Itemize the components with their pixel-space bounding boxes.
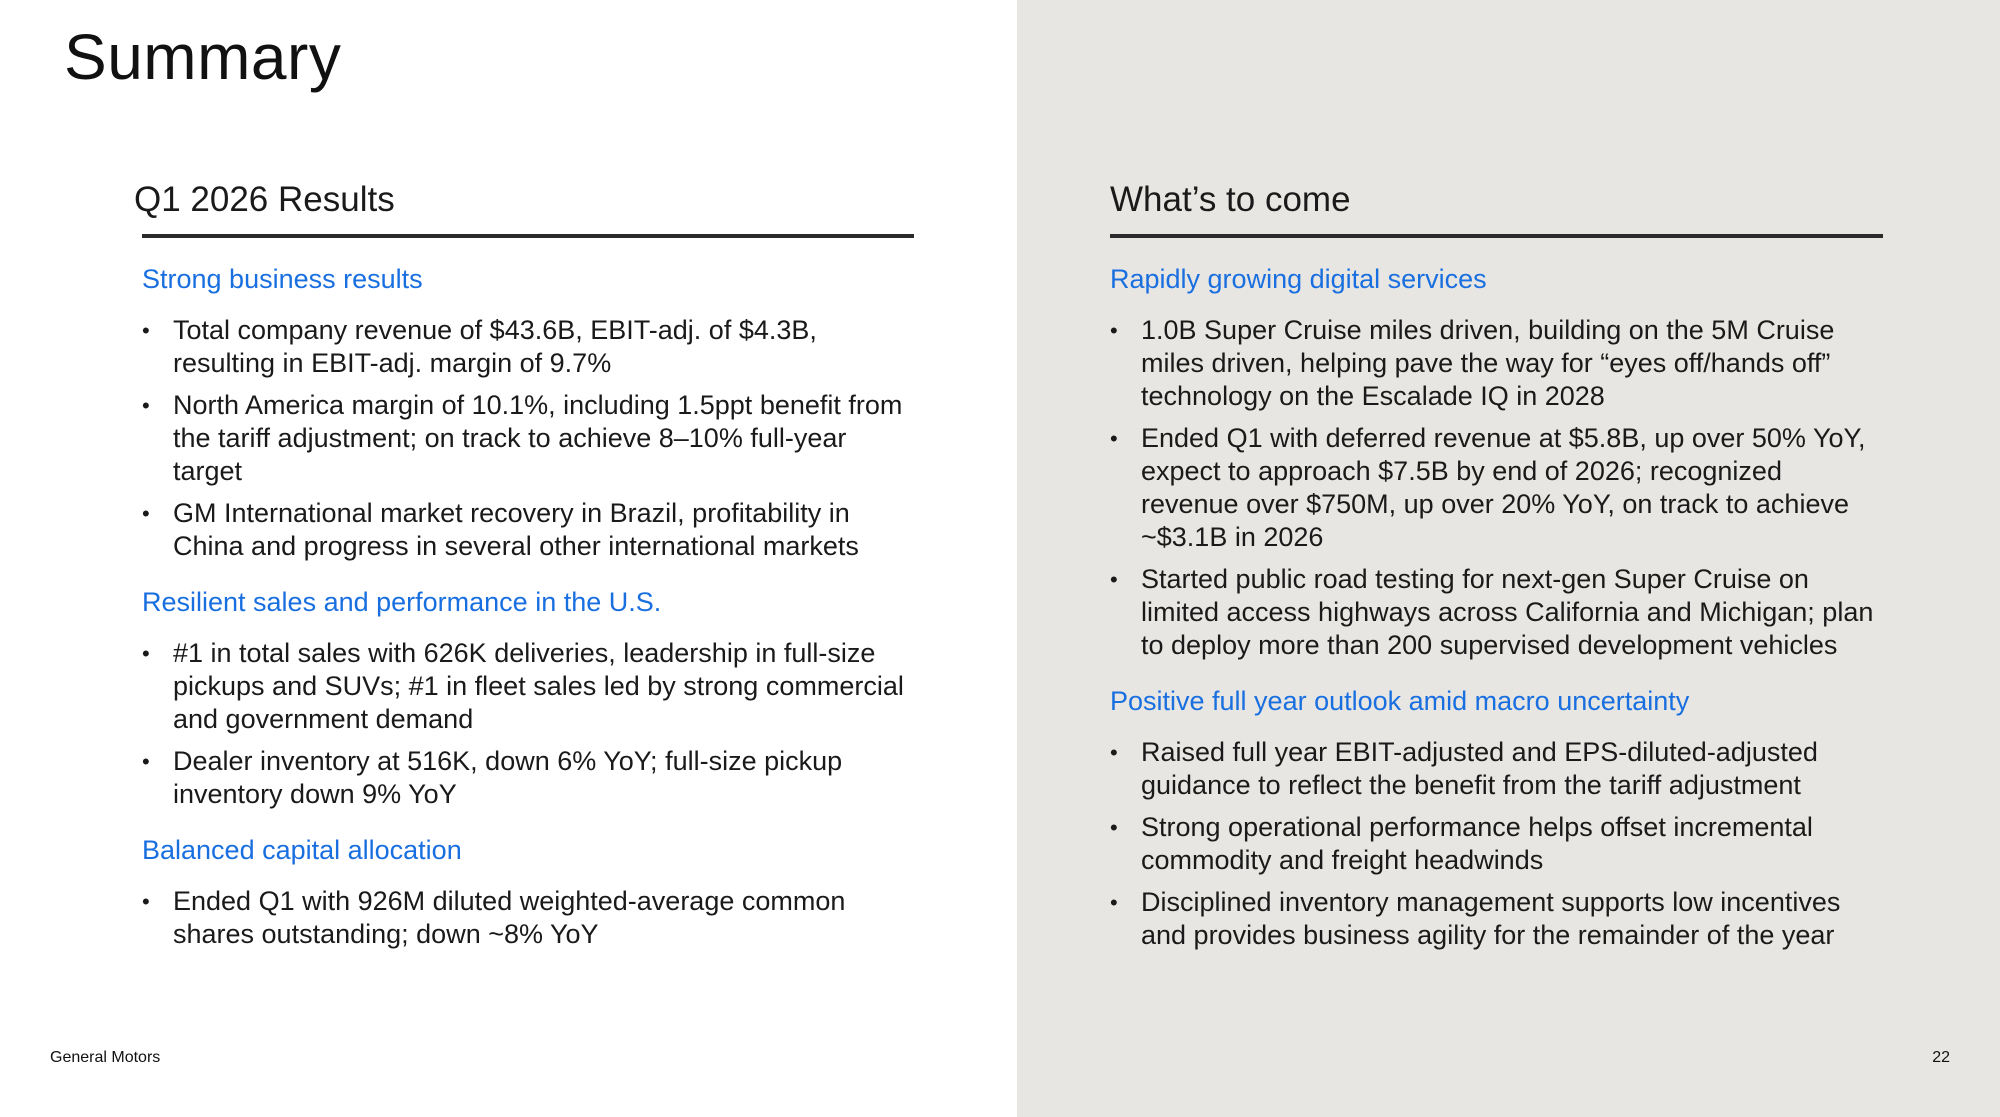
bullet-list [142, 314, 914, 563]
section-resilient-sales [142, 585, 914, 811]
bullet-text: Strong operational performance helps offset incremental commodity and freight headwinds [1141, 812, 1813, 875]
bullet-item [142, 314, 914, 380]
bullet-text: Dealer inventory at 516K, down 6% YoY; full-size pickup inventory down 9% YoY [173, 746, 843, 809]
bullet-list [1110, 314, 1885, 662]
section-strong-business-results [142, 262, 914, 563]
bullet-dot-icon: • [142, 501, 150, 526]
bullet-text: Disciplined inventory management supports low incentives and provides business agility for the remainder of the year [1141, 887, 1841, 950]
bullet-dot-icon: • [1110, 815, 1118, 840]
bullet-list [1110, 736, 1885, 952]
bullet-item [1110, 563, 1885, 662]
footer-page-number: 22 [1932, 1049, 1950, 1066]
bullet-text: Ended Q1 with deferred revenue at $5.8B, up over 50% YoY, expect to approach $7.5B by end of 2026; recognized revenue over $750M, up over 20% YoY, on track to achieve ~$3.1B in 2026 [1141, 423, 1866, 552]
bullet-item [1110, 886, 1885, 952]
section-title: Strong business results [142, 264, 423, 294]
footer-company-name: General Motors [50, 1049, 161, 1066]
bullet-item [1110, 811, 1885, 877]
bullet-item [142, 745, 914, 811]
bullet-text: #1 in total sales with 626K deliveries, leadership in full-size pickups and SUVs; #1 in fleet sales led by strong commercial and government demand [173, 638, 904, 734]
right-column-heading: What’s to come [1110, 180, 1351, 219]
bullet-dot-icon: • [142, 393, 150, 418]
bullet-item [142, 637, 914, 736]
bullet-dot-icon: • [142, 889, 150, 914]
section-title: Resilient sales and performance in the U.S. [142, 587, 662, 617]
right-column [1110, 180, 1885, 961]
bullet-text: Raised full year EBIT-adjusted and EPS-diluted-adjusted guidance to reflect the benefit from the tariff adjustment [1141, 737, 1818, 800]
bullet-list [142, 885, 914, 951]
bullet-list [142, 637, 914, 811]
bullet-item [1110, 314, 1885, 413]
bullet-item [142, 389, 914, 488]
left-column-heading: Q1 2026 Results [134, 180, 395, 219]
bullet-text: Started public road testing for next-gen Super Cruise on limited access highways across California and Michigan; plan to deploy more than 200 supervised development vehicles [1141, 564, 1874, 660]
bullet-dot-icon: • [1110, 318, 1118, 343]
slide-title: Summary [64, 21, 342, 93]
bullet-text: Total company revenue of $43.6B, EBIT-adj. of $4.3B, resulting in EBIT-adj. margin of 9.7% [173, 315, 817, 378]
bullet-text: Ended Q1 with 926M diluted weighted-average common shares outstanding; down ~8% YoY [173, 886, 846, 949]
section-full-year-outlook [1110, 684, 1885, 952]
bullet-item [142, 885, 914, 951]
bullet-dot-icon: • [1110, 890, 1118, 915]
bullet-text: GM International market recovery in Brazil, profitability in China and progress in several other international markets [173, 498, 859, 561]
bullet-item [1110, 736, 1885, 802]
section-title: Positive full year outlook amid macro uncertainty [1110, 686, 1690, 716]
left-column [134, 180, 914, 960]
bullet-text: 1.0B Super Cruise miles driven, building on the 5M Cruise miles driven, helping pave the way for “eyes off/hands off” technology on the Escalade IQ in 2028 [1141, 315, 1835, 411]
bullet-text: North America margin of 10.1%, including 1.5ppt benefit from the tariff adjustment; on track to achieve 8–10% full-year target [173, 390, 903, 486]
bullet-item [1110, 422, 1885, 554]
bullet-dot-icon: • [142, 641, 150, 666]
bullet-dot-icon: • [1110, 567, 1118, 592]
bullet-dot-icon: • [142, 318, 150, 343]
bullet-dot-icon: • [1110, 740, 1118, 765]
section-balanced-capital-allocation [142, 833, 914, 951]
right-heading-rule [1110, 234, 1883, 238]
section-title: Balanced capital allocation [142, 835, 462, 865]
bullet-dot-icon: • [142, 749, 150, 774]
left-heading-rule [142, 234, 914, 238]
section-title: Rapidly growing digital services [1110, 264, 1487, 294]
bullet-item [142, 497, 914, 563]
section-digital-services [1110, 262, 1885, 662]
bullet-dot-icon: • [1110, 426, 1118, 451]
